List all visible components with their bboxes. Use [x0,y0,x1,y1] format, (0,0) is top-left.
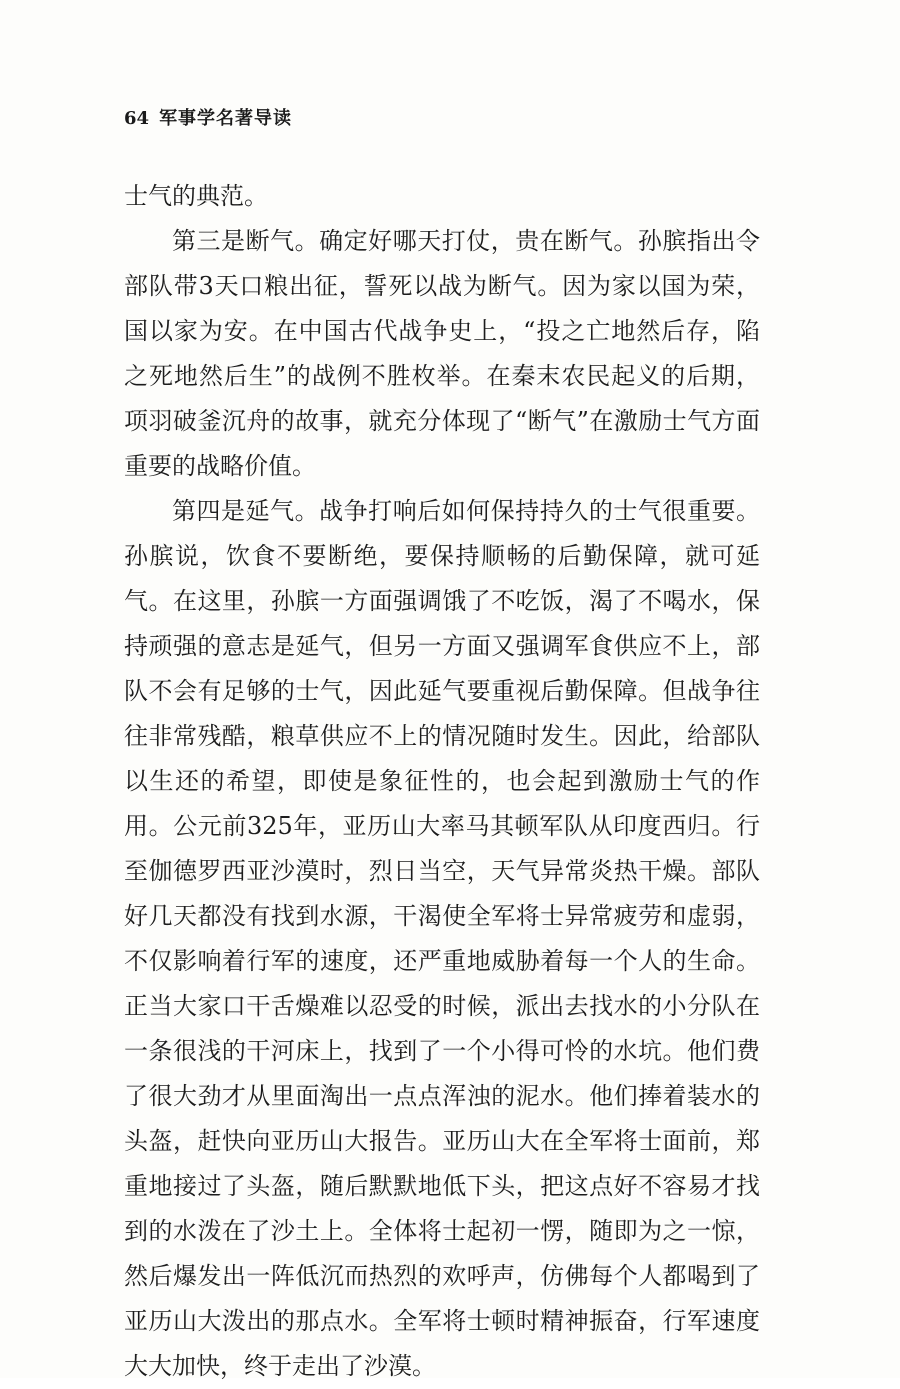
paragraph-third-duanqi: 第三是断气。确定好哪天打仗，贵在断气。孙膑指出令部队带3天口粮出征，誓死以战为断气。因为家以国为荣，国以家为安。在中国古代战争史上，“投之亡地然后存，陷之死地然后生”的战例不胜枚举。在秦末农民起义的后期，项羽破釜沉舟的故事，就充分体现了“断气”在激励士气方面重要的战略价值。 [124,227,760,480]
page-number: 64 [124,108,150,129]
page-header [124,104,292,134]
paragraph-continuation: 士气的典范。 [124,182,268,210]
body-text [124,174,760,1389]
running-title: 军事学名著导读 [159,108,293,129]
paragraph-fourth-yanqi: 第四是延气。战争打响后如何保持持久的士气很重要。孙膑说，饮食不要断绝，要保持顺畅的后勤保障，就可延气。在这里，孙膑一方面强调饿了不吃饭，渴了不喝水，保持顽强的意志是延气，但另一方面又强调军食供应不上，部队不会有足够的士气，因此延气要重视后勤保障。但战争往往非常残酷，粮草供应不上的情况随时发生。因此，给部队以生还的希望，即使是象征性的，也会起到激励士气的作用。公元前325年，亚历山大率马其顿军队从印度西归。行至伽德罗西亚沙漠时，烈日当空，天气异常炎热干燥。部队好几天都没有找到水源，干渴使全军将士异常疲劳和虚弱，不仅影响着行军的速度，还严重地威胁着每一个人的生命。正当大家口干舌燥难以忍受的时候，派出去找水的小分队在一条很浅的干河床上，找到了一个小得可怜的水坑。他们费了很大劲才从里面淘出一点点浑浊的泥水。他们捧着装水的头盔，赶快向亚历山大报告。亚历山大在全军将士面前，郑重地接过了头盔，随后默默地低下头，把这点好不容易才找到的水泼在了沙土上。全体将士起初一愣，随即为之一惊，然后爆发出一阵低沉而热烈的欢呼声，仿佛每个人都喝到了亚历山大泼出的那点水。全军将士顿时精神振奋，行军速度大大加快，终于走出了沙漠。 [124,497,760,1380]
